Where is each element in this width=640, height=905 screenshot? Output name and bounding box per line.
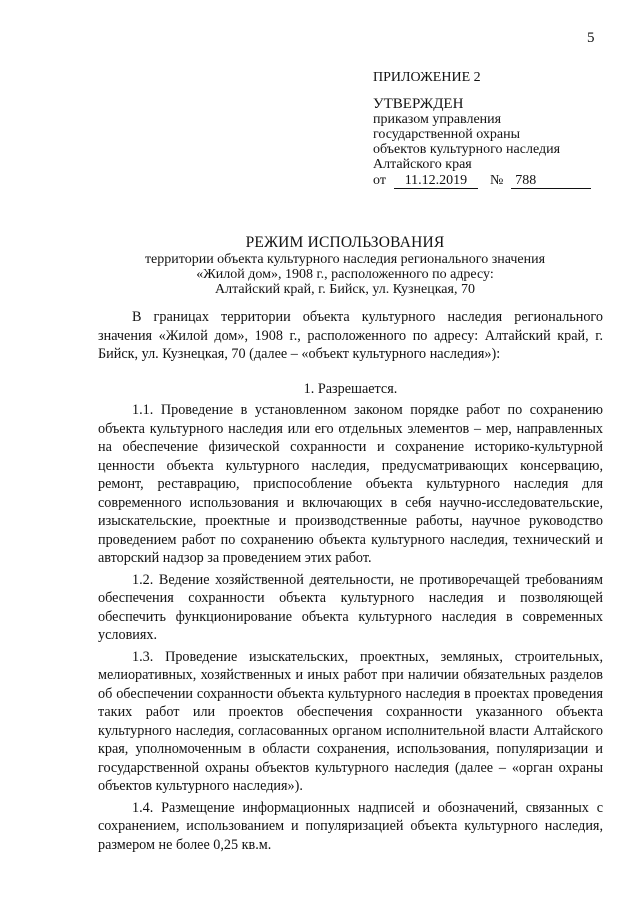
title-line: «Жилой дом», 1908 г., расположенного по адресу:	[196, 267, 494, 282]
approval-line: приказом управления	[373, 112, 502, 127]
order-date: 11.12.2019	[394, 173, 478, 189]
from-label: от	[373, 173, 386, 188]
document-body	[98, 308, 603, 857]
section-heading: 1. Разрешается.	[303, 380, 398, 397]
title-heading: РЕЖИМ ИСПОЛЬЗОВАНИЯ	[245, 234, 445, 251]
order-number: 788	[511, 173, 591, 189]
item-paragraph: 1.4. Размещение информационных надписей и обозначений, связанных с сохранением, использованием и популяризацией объекта культурного наследия, размером не более 0,25 кв.м.	[98, 799, 603, 853]
item-paragraph: 1.1. Проведение в установленном законом порядке работ по сохранению объекта культурного наследия или его отдельных элементов – мер, направленных на обеспечение физической сохранности и сохранение историко-культурной ценности объекта культурного наследия, предусматривающих консервацию, ремонт, реставрацию, приспособление объекта культурного наследия для современного использования и включающих в себя научно-исследовательские, изыскательские, проектные и производственные работы, научное руководство проведением работ по сохранению объекта культурного наследия, технический и авторский надзор за проведением этих работ.	[98, 402, 603, 566]
approval-block	[373, 70, 613, 189]
number-label: №	[489, 173, 504, 188]
document-title	[100, 235, 590, 297]
page-number: 5	[587, 30, 595, 46]
appendix-label: ПРИЛОЖЕНИЕ 2	[373, 70, 481, 85]
approval-line: государственной охраны	[373, 127, 521, 142]
approval-line: объектов культурного наследия	[373, 142, 561, 157]
title-line: Алтайский край, г. Бийск, ул. Кузнецкая, 70	[215, 282, 475, 297]
approval-line: Алтайского края	[373, 157, 472, 172]
approved-label: УТВЕРЖДЕН	[373, 96, 464, 112]
title-line: территории объекта культурного наследия регионального значения	[144, 252, 546, 267]
intro-paragraph: В границах территории объекта культурного наследия регионального значения «Жилой дом», 1908 г., расположенного по адресу: Алтайский край, г. Бийск, ул. Кузнецкая, 70 (далее – «объект культурного наследия»):	[98, 309, 603, 362]
item-paragraph: 1.2. Ведение хозяйственной деятельности, не противоречащей требованиям обеспечения сохранности объекта культурного наследия и позволяющей обеспечить функционирование объекта культурного наследия в современных условиях.	[98, 571, 603, 643]
order-line	[373, 173, 613, 189]
item-paragraph: 1.3. Проведение изыскательских, проектных, земляных, строительных, мелиоративных, хозяйственных и иных работ при наличии обязательных разделов об обеспечении сохранности объекта культурного наследия в проектах проведения таких работ или проектов обеспечения сохранности указанного объекта культурного наследия, согласованных органом исполнительной власти Алтайского края, уполномоченным в области сохранения, использования, популяризации и государственной охраны объектов культурного наследия (далее – «орган охраны объектов культурного наследия»).	[98, 648, 603, 794]
